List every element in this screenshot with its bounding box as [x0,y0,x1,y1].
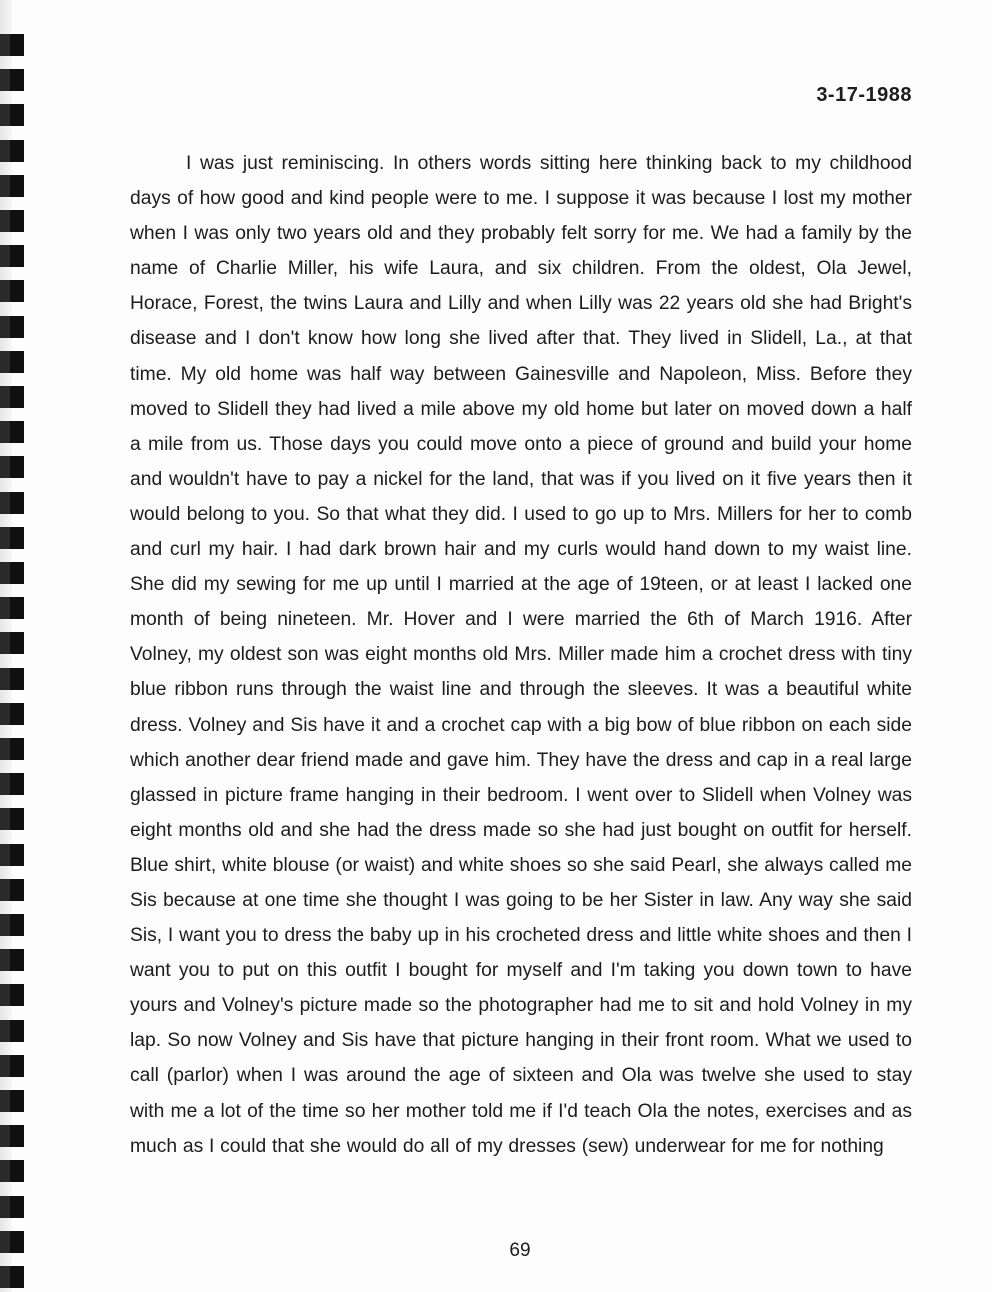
binding-hole [0,984,24,1006]
binding-hole [0,1196,24,1218]
binding-hole [0,280,24,302]
binding-hole [0,949,24,971]
binding-hole [0,879,24,901]
binding-hole [0,527,24,549]
binding-hole [0,773,24,795]
binding-hole [0,738,24,760]
binding-hole [0,34,24,56]
binding-hole [0,914,24,936]
binding-hole [0,104,24,126]
binding-hole [0,386,24,408]
binding-hole [0,316,24,338]
binding-hole [0,703,24,725]
binding-hole [0,632,24,654]
body-paragraph: I was just reminiscing. In others words sitting here thinking back to my childhood days of how good and kind people were to me. I suppose it was because I lost my mother when I was only two years old and they probably felt sorry for me. We had a family by the name of Charlie Miller, his wife Laura, and six children. From the oldest, Ola Jewel, Horace, Forest, the twins Laura and Lilly and when Lilly was 22 years old she had Bright's disease and I don't know how long she lived after that. They lived in Slidell, La., at that time. My old home was half way between Gainesville and Napoleon, Miss. Before they moved to Slidell they had lived a mile above my old home but later on moved down a half a mile from us. Those days you could move onto a piece of ground and build your home and wouldn't have to pay a nickel for the land, that was if you lived on it five years then it would belong to you. So that what they did. I used to go up to Mrs. Millers for her to comb and curl my hair. I had dark brown hair and my curls would hand down to my waist line. She did my sewing for me up until I married at the age of 19teen, or at least I lacked one month of being nineteen. Mr. Hover and I were married the 6th of March 1916. After Volney, my oldest son was eight months old Mrs. Miller made him a crochet dress with tiny blue ribbon runs through the waist line and through the sleeves. It was a beautiful white dress. Volney and Sis have it and a crochet cap with a big bow of blue ribbon on each side which another dear friend made and gave him. They have the dress and cap in a real large glassed in picture frame hanging in their bedroom. I went over to Slidell when Volney was eight months old and she had the dress made so she had just bought on outfit for herself. Blue shirt, white blouse (or waist) and white shoes so she said Pearl, she always called me Sis because at one time she thought I was going to be her Sister in law. Any way she said Sis, I want you to dress the baby up in his crocheted dress and little white shoes and then I want you to put on this outfit I bought for myself and I'm taking you down town to have yours and Volney's picture made so the photographer had me to sit and hold Volney in my lap. So now Volney and Sis have that picture hanging in their front room. What we used to call (parlor) when I was around the age of sixteen and Ola was twelve she used to stay with me a lot of the time so her mother told me if I'd teach Ola the notes, exercises and as much as I could that she would do all of my dresses (sew) underwear for me for nothing [130,153,912,1157]
binding-hole [0,456,24,478]
page-date: 3-17-1988 [816,84,912,106]
binding-hole [0,140,24,162]
binding-hole [0,351,24,373]
binding-hole [0,421,24,443]
binding-hole [0,492,24,514]
binding-hole [0,597,24,619]
binding-hole [0,245,24,267]
binding-hole [0,562,24,584]
binding-hole [0,1266,24,1288]
binding-hole [0,808,24,830]
binding-hole [0,1160,24,1182]
binding-hole [0,1090,24,1112]
binding-hole [0,210,24,232]
binding-hole [0,1020,24,1042]
binding-hole [0,1055,24,1077]
binding-hole [0,668,24,690]
page-number: 69 [509,1240,531,1261]
binding-hole [0,844,24,866]
binding-hole [0,175,24,197]
binding-hole [0,1125,24,1147]
binding-hole [0,69,24,91]
spiral-binding [0,0,28,1292]
